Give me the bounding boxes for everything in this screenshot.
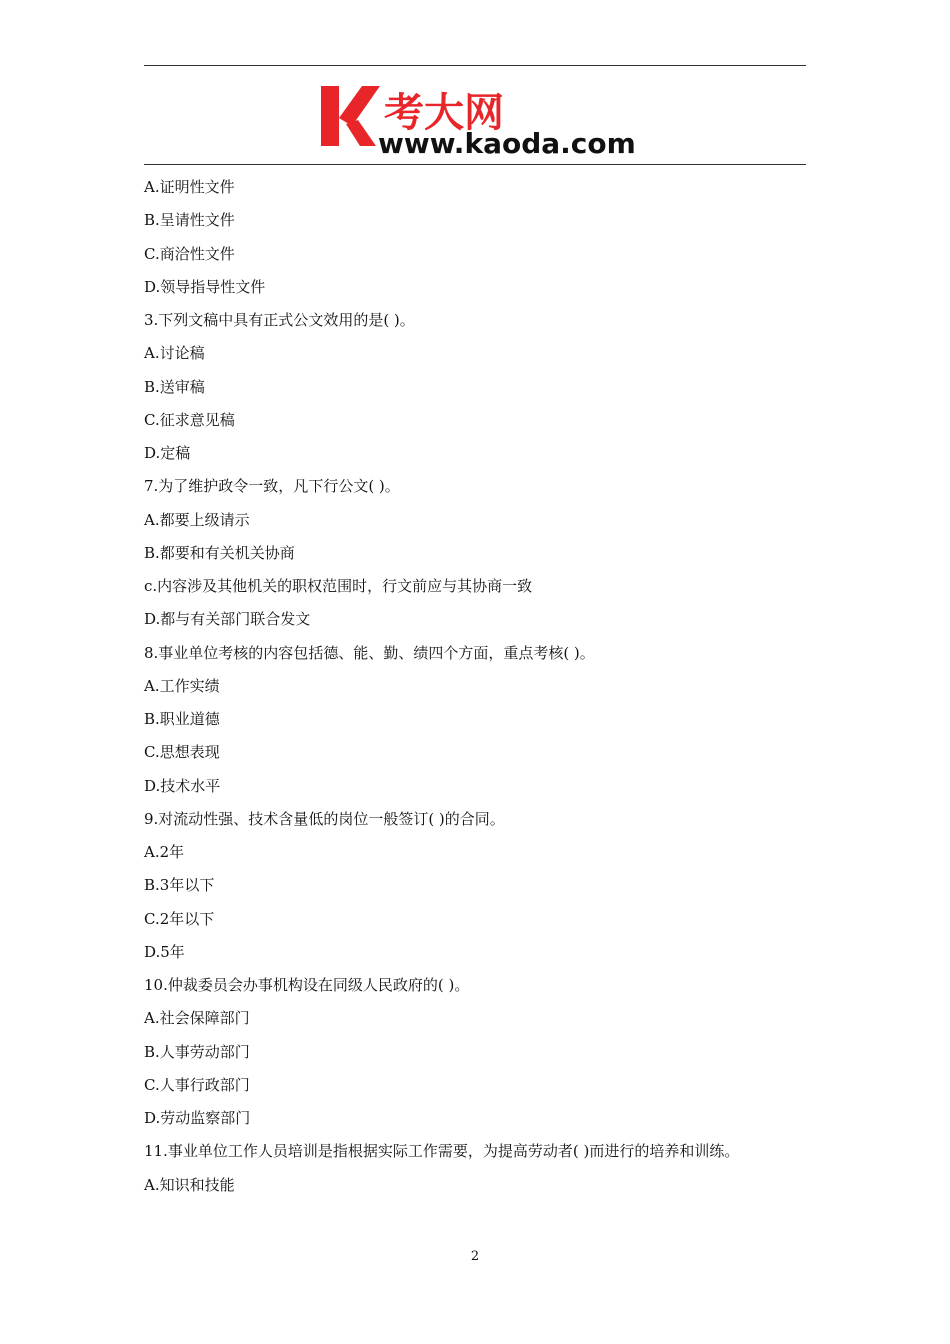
option-line: D.技术水平 [144, 776, 221, 795]
question-line: 7.为了维护政令一致，凡下行公文( )。 [144, 477, 400, 496]
logo-brand-text: 考大网 [384, 90, 504, 136]
option-line: D.都与有关部门联合发文 [144, 610, 311, 629]
question-list [144, 173, 824, 1204]
option-line: A.都要上级请示 [144, 510, 250, 529]
option-line: A.知识和技能 [144, 1175, 235, 1194]
option-line: B.3年以下 [144, 876, 215, 895]
question-line: 8.事业单位考核的内容包括德、能、勤、绩四个方面，重点考核( )。 [144, 643, 595, 662]
option-line: C.思想表现 [144, 743, 220, 762]
option-line: C.征求意见稿 [144, 410, 235, 429]
logo-k-mark [321, 86, 380, 146]
option-line: D.5年 [144, 942, 185, 961]
option-line: B.送审稿 [144, 377, 205, 396]
question-line: 3.下列文稿中具有正式公文效用的是( )。 [144, 311, 415, 329]
option-line: C.商洽性文件 [144, 244, 235, 263]
option-line: B.人事劳动部门 [144, 1042, 250, 1061]
option-line: B.呈请性文件 [144, 211, 235, 230]
option-line: D.领导指导性文件 [144, 277, 266, 296]
option-line: A.2年 [144, 843, 185, 861]
option-line: c.内容涉及其他机关的职权范围时，行文前应与其协商一致 [144, 577, 533, 595]
question-line: 9.对流动性强、技术含量低的岗位一般签订( )的合同。 [144, 809, 505, 828]
page-number: 2 [470, 1249, 480, 1264]
option-line: A.讨论稿 [144, 344, 205, 363]
kaoda-logo [318, 80, 648, 160]
logo-url-text: www.kaoda.com [378, 127, 636, 160]
option-line: D.劳动监察部门 [144, 1109, 251, 1127]
header-rule-top [144, 65, 806, 66]
option-line: A.证明性文件 [144, 178, 235, 196]
option-line: D.定稿 [144, 444, 191, 462]
question-line: 11.事业单位工作人员培训是指根据实际工作需要，为提高劳动者( )而进行的培养和训练。 [144, 1142, 740, 1161]
option-line: B.职业道德 [144, 710, 220, 728]
option-line: A.社会保障部门 [144, 1009, 250, 1028]
option-line: C.2年以下 [144, 909, 215, 928]
option-line: B.都要和有关机关协商 [144, 543, 295, 562]
option-line: A.工作实绩 [144, 676, 220, 695]
header-rule-bottom [144, 164, 806, 165]
question-line: 10.仲裁委员会办事机构设在同级人民政府的( )。 [144, 976, 470, 994]
option-line: C.人事行政部门 [144, 1075, 250, 1094]
